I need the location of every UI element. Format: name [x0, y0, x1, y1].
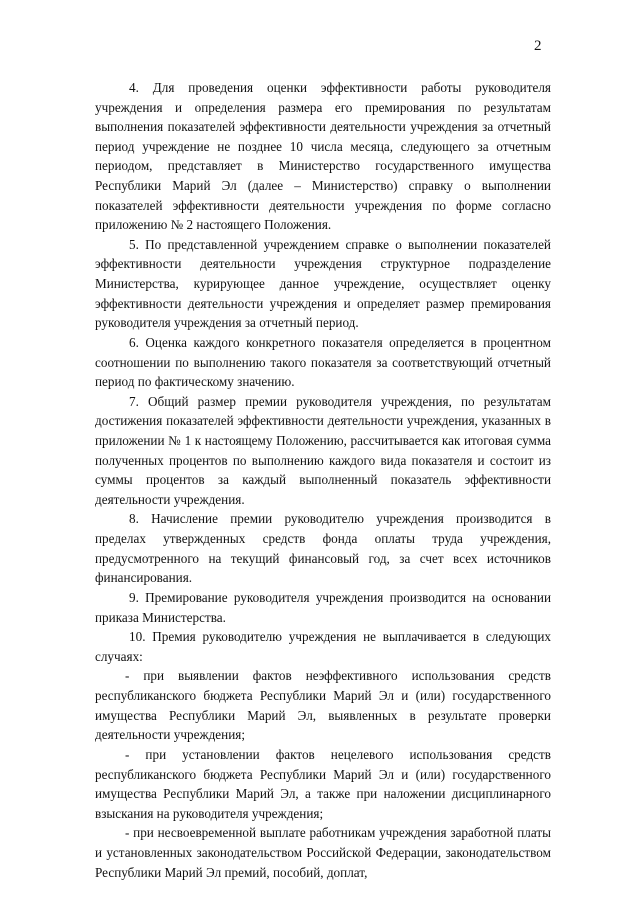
list-item-misuse: - при установлении фактов нецелевого использования средств республиканского бюджета Республики Марий Эл и (или) государственного имущества Республики Марий Эл, а также при наложении дисциплинарного взыскания на руководителя учреждения; — [95, 746, 551, 821]
document-body — [95, 78, 551, 882]
paragraph-8-bonus-accrual: 8. Начисление премии руководителю учреждения производится в пределах утвержденных средств фонда оплаты труда учреждения, предусмотренного на текущий финансовый год, за счет всех источников финансирования. — [95, 511, 551, 586]
paragraph-6-indicator-evaluation: 6. Оценка каждого конкретного показателя определяется в процентном соотношении по выполнению такого показателя за соответствующий отчетный период по фактическому значению. — [95, 334, 551, 390]
paragraph-7-bonus-size: 7. Общий размер премии руководителя учреждения, по результатам достижения показателей эффективности деятельности учреждения, указанных в приложении № 1 к настоящему Положению, рассчитывается как итоговая сумма полученных процентов по выполнению каждого вида показателя и состоит из суммы процентов за каждый выполненный показатель эффективности деятельности учреждения. — [95, 393, 551, 507]
paragraph-9-bonus-order: 9. Премирование руководителя учреждения производится на основании приказа Министерства. — [95, 589, 551, 625]
list-item-late-payment: - при несвоевременной выплате работникам учреждения заработной платы и установленных законодательством Российской Федерации, законодательством Республики Марий Эл премий, пособий, доплат, — [95, 825, 551, 880]
paragraph-5-assessment: 5. По представленной учреждением справке о выполнении показателей эффективности деятельности учреждения структурное подразделение Министерства, курирующее данное учреждение, осуществляет оценку эффективности деятельности учреждения и определяет размер премирования руководителя учреждения за отчетный период. — [95, 236, 551, 331]
page-number: 2 — [534, 38, 542, 54]
paragraph-4-evaluation-procedure: 4. Для проведения оценки эффективности работы руководителя учреждения и определения размера его премирования по результатам выполнения показателей эффективности деятельности учреждения за отчетный период учреждение не позднее 10 числа месяца, следующего за отчетным периодом, представляет в Министерство государственного имущества Республики Марий Эл (далее – Министерство) справку о выполнении показателей эффективности деятельности учреждения по форме согласно приложению № 2 настоящего Положения. — [95, 80, 551, 233]
list-item-inefficient-use: - при выявлении фактов неэффективного использования средств республиканского бюджета Республики Марий Эл и (или) государственного имущества Республики Марий Эл, выявленных в результате проверки деятельности учреждения; — [95, 668, 551, 743]
paragraph-10-bonus-not-paid: 10. Премия руководителю учреждения не выплачивается в следующих случаях: — [95, 629, 551, 664]
